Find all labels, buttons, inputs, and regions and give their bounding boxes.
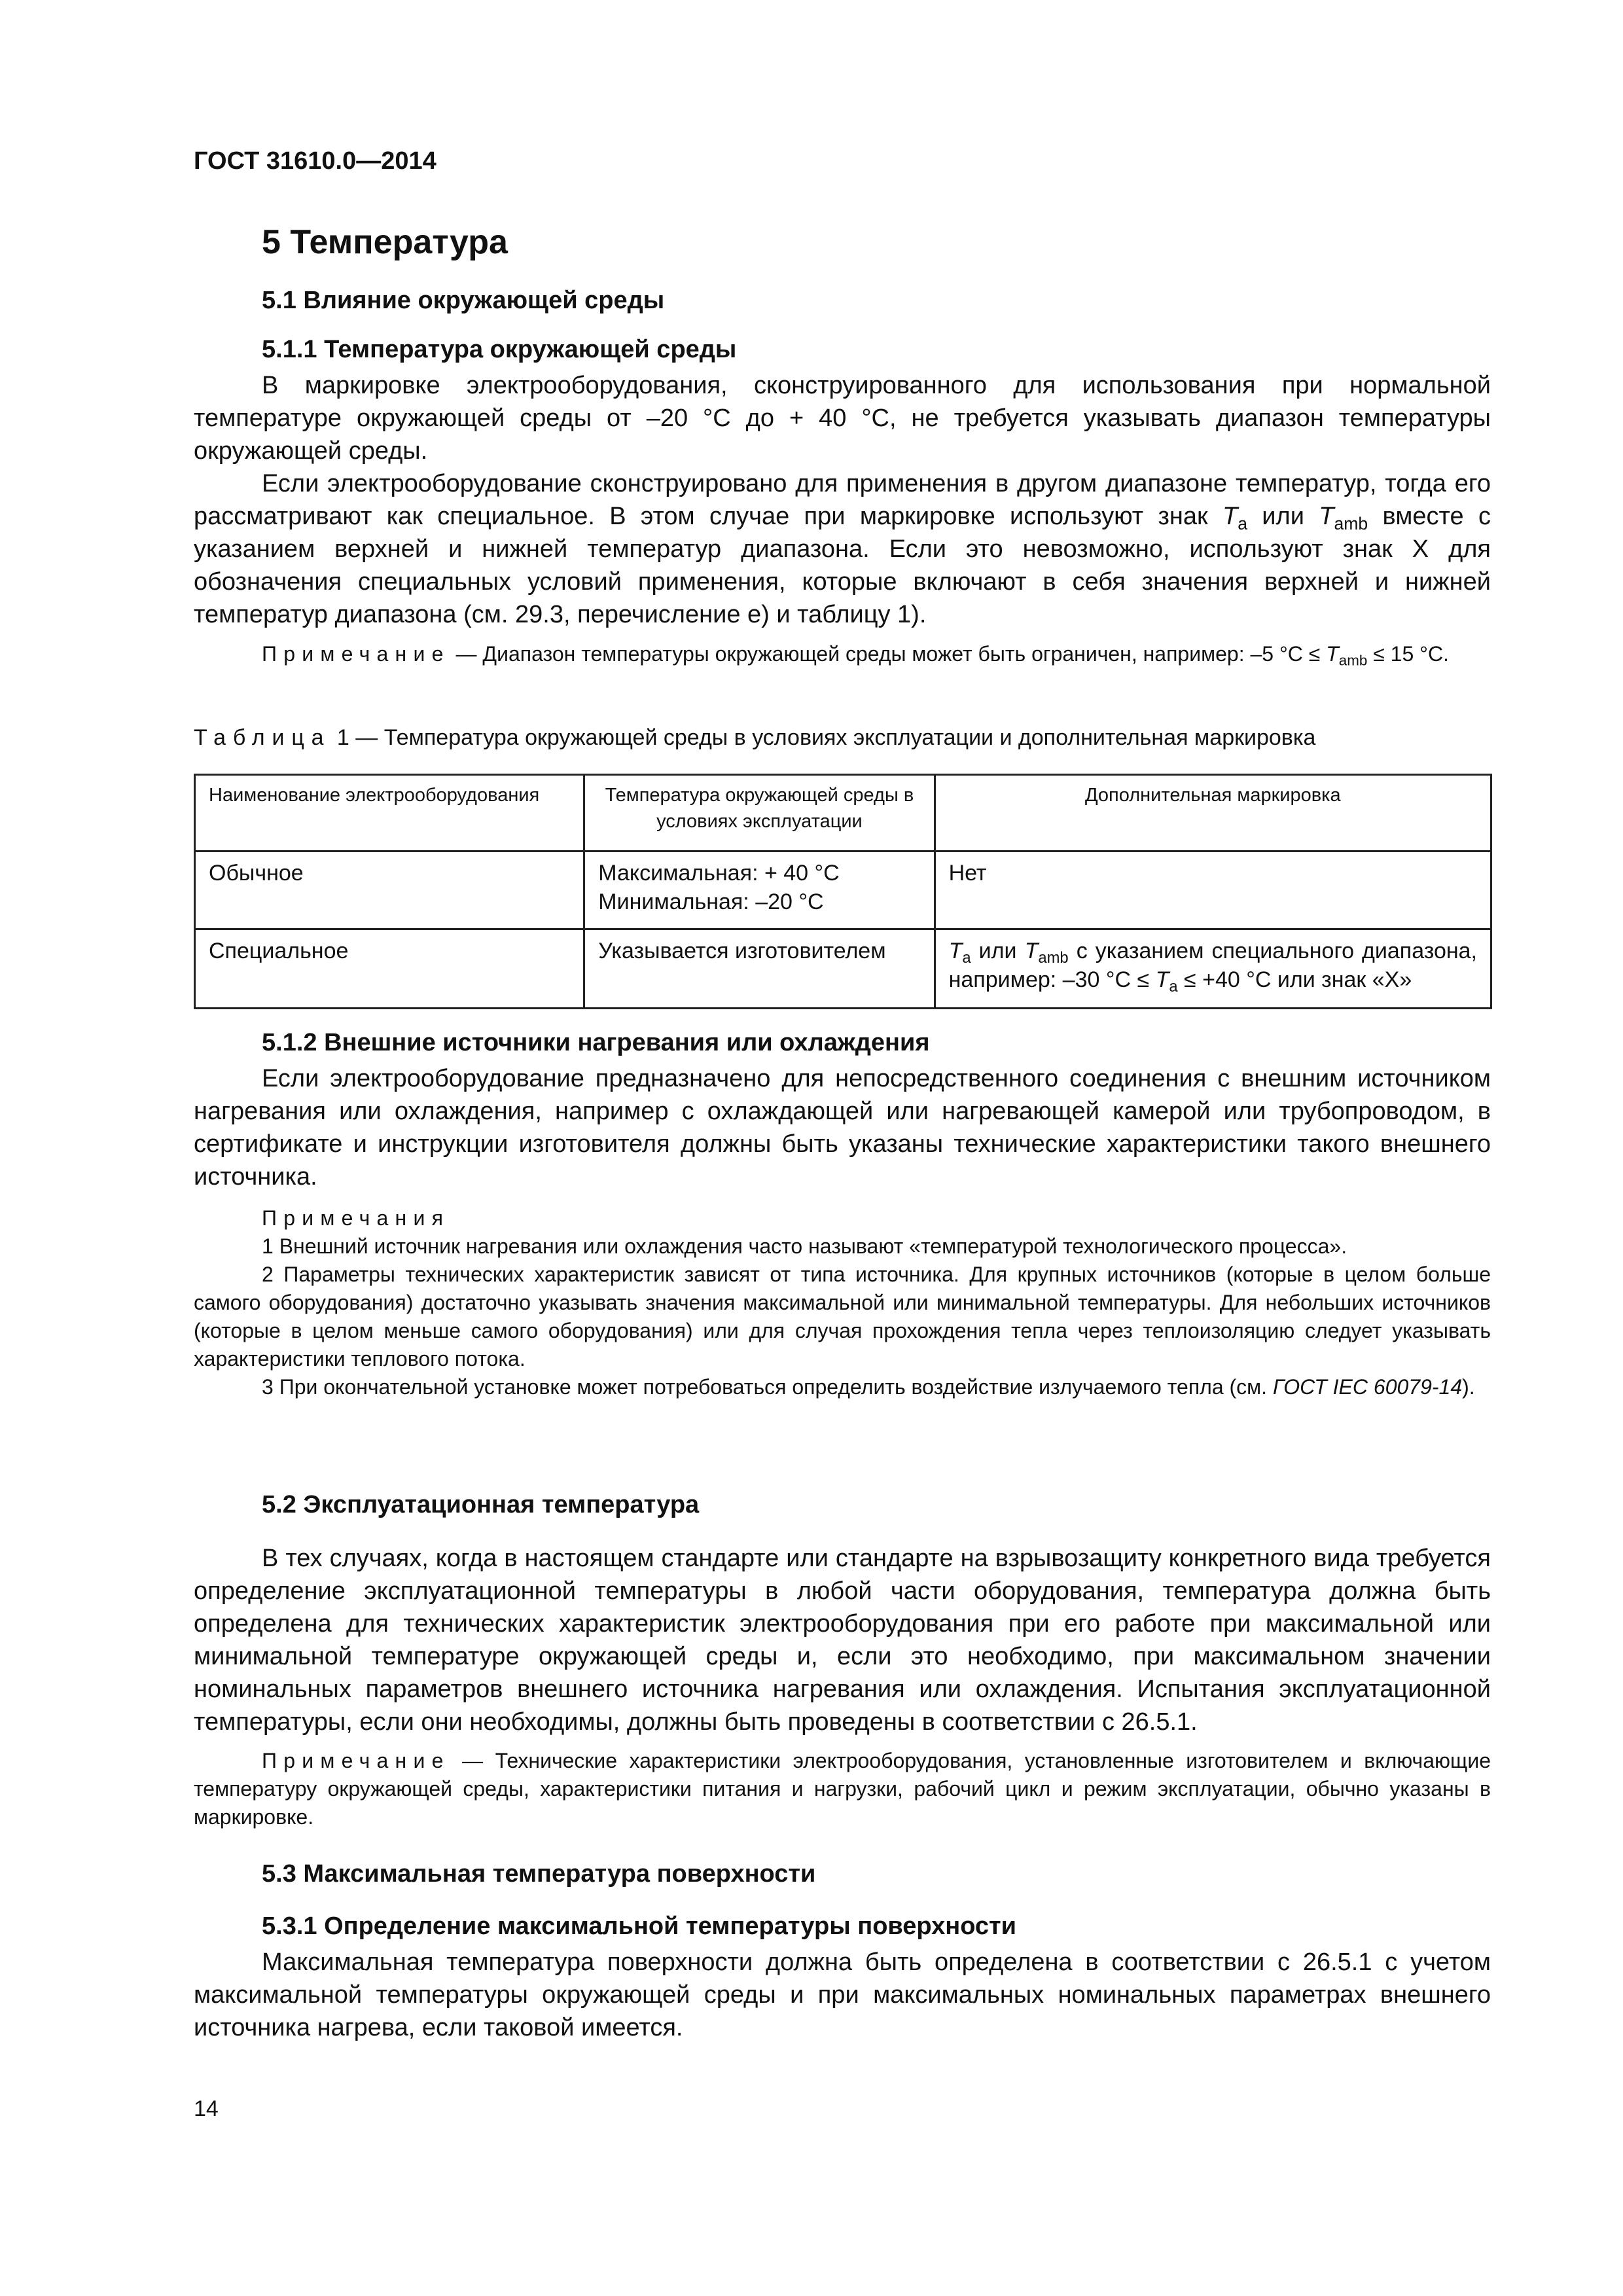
table-header-row — [195, 775, 1491, 852]
table-cell: Нет — [935, 852, 1491, 929]
standard-reference: ГОСТ IEC 60079-14 — [1272, 1375, 1463, 1399]
paragraph: Максимальная температура поверхности должна быть определена в соответствии с 26.5.1 с учетом максимальной температуры окружающей среды и при максимальных номинальных параметрах внешнего источника нагрева, если таковой имеется. — [194, 1948, 1491, 2041]
table-header-cell: Наименование электрооборудования — [195, 775, 584, 852]
table-cell: Обычное — [195, 852, 584, 929]
section-5-1-2-heading: 5.1.2 Внешние источники нагревания или охлаждения — [262, 1029, 930, 1056]
table-header-cell: Дополнительная маркировка — [935, 775, 1491, 852]
section-5-1-1-heading: 5.1.1 Температура окружающей среды — [262, 336, 737, 363]
table-cell: $T_a$ или $T_{amb}$ с указанием специального диапазона, например: –30 $^\circ С \le T_a \le +40$ °С или знак «X» — [935, 929, 1491, 1009]
paragraph: Если электрооборудование предназначено для непосредственного соединения с внешним источником нагревания или охлаждения, например с охлаждающей или нагревающей камерой или трубопроводом, в сертификате и инструкции изготовителя должны быть указаны технические характеристики такого внешнего источника. — [194, 1065, 1491, 1191]
table-row — [195, 852, 1491, 929]
section-5-3-1-body — [194, 1946, 1491, 2044]
notes-5-1-2 — [194, 1204, 1491, 1401]
notes-label: Примечания — [262, 1206, 450, 1230]
table-header-cell: Температура окружающей среды в условиях эксплуатации — [584, 775, 935, 852]
table-cell: Указывается изготовителем — [584, 929, 935, 1009]
table-cell: Максимальная: + 40 °С Минимальная: –20 °С — [584, 852, 935, 929]
note-item: 2 Параметры технических характеристик зависят от типа источника. Для крупных источников (которые в целом больше самого оборудования) достаточно указывать значения максимальной или минимальной температуры. Для небольших источников (которые в целом меньше самого оборудования) или для случая прохождения тепла через теплоизоляцию следует указывать характеристики теплового потока. — [194, 1263, 1491, 1371]
paragraph: В маркировке электрооборудования, сконструированного для использования при нормальной температуре окружающей среды от –20 °С до + 40 °С, не требуется указывать диапазон температуры окружающей среды. — [194, 372, 1491, 465]
section-5-1-heading: 5.1 Влияние окружающей среды — [262, 287, 665, 314]
document-id-header: ГОСТ 31610.0—2014 — [194, 147, 437, 175]
section-5-3-heading: 5.3 Максимальная температура поверхности — [262, 1860, 816, 1888]
note-item: 3 При окончательной установке может потребоваться определить воздействие излучаемого тепла (см. ГОСТ IEC 60079-14). — [262, 1375, 1475, 1399]
note-label: Примечание — [262, 1749, 450, 1772]
note-label: Примечание — [262, 642, 450, 666]
note-5-2: Примечание — Технические характеристики электрооборудования, установленные изготовителем и включающие температуру окружающей среды, характеристики питания и нагрузки, рабочий цикл и режим эксплуатации, обычно указаны в маркировке. — [194, 1749, 1491, 1829]
paragraph: Если электрооборудование сконструировано для применения в другом диапазоне температур, тогда его рассматривают как специальное. В этом случае при маркировке используют знак $T_a$ или $T_{amb}$ вместе с указанием верхней и нижней температур диапазона. Если это невозможно, используют знак X для обозначения специальных условий применения, которые включают в себя значения верхней и нижней температур диапазона (см. 29.3, перечисление е) и таблицу 1). — [194, 470, 1491, 628]
section-5-3-1-heading: 5.3.1 Определение максимальной температуры поверхности — [262, 1912, 1017, 1940]
table-row — [195, 929, 1491, 1009]
note-item: 1 Внешний источник нагревания или охлаждения часто называют «температурой технологического процесса». — [262, 1234, 1347, 1258]
table-1-caption: Таблица 1 — Температура окружающей среды в условиях эксплуатации и дополнительная маркировка — [194, 725, 1316, 750]
section-5-2-body — [194, 1542, 1491, 1738]
page-number: 14 — [194, 2096, 219, 2121]
table-1 — [194, 774, 1492, 1009]
section-5-2-heading: 5.2 Эксплуатационная температура — [262, 1491, 700, 1518]
section-5-heading: 5 Температура — [262, 223, 508, 261]
paragraph: В тех случаях, когда в настоящем стандарте или стандарте на взрывозащиту конкретного вида требуется определение эксплуатационной температуры в любой части оборудования, температура должна быть определена для технических характеристик электрооборудования при его работе при максимальной или минимальной температуре окружающей среды и, если это необходимо, при максимальном значении номинальных параметров внешнего источника нагревания или охлаждения. Испытания эксплуатационной температуры, если они необходимы, должны быть проведены в соответствии с 26.5.1. — [194, 1545, 1491, 1736]
note-5-1-1: Примечание — Диапазон температуры окружающей среды может быть ограничен, например: –5 $^\circ С \le T_{amb} \le 15$ °С. — [262, 642, 1449, 669]
section-5-1-2-body — [194, 1062, 1491, 1193]
section-5-1-1-body — [194, 369, 1491, 631]
table-cell: Специальное — [195, 929, 584, 1009]
